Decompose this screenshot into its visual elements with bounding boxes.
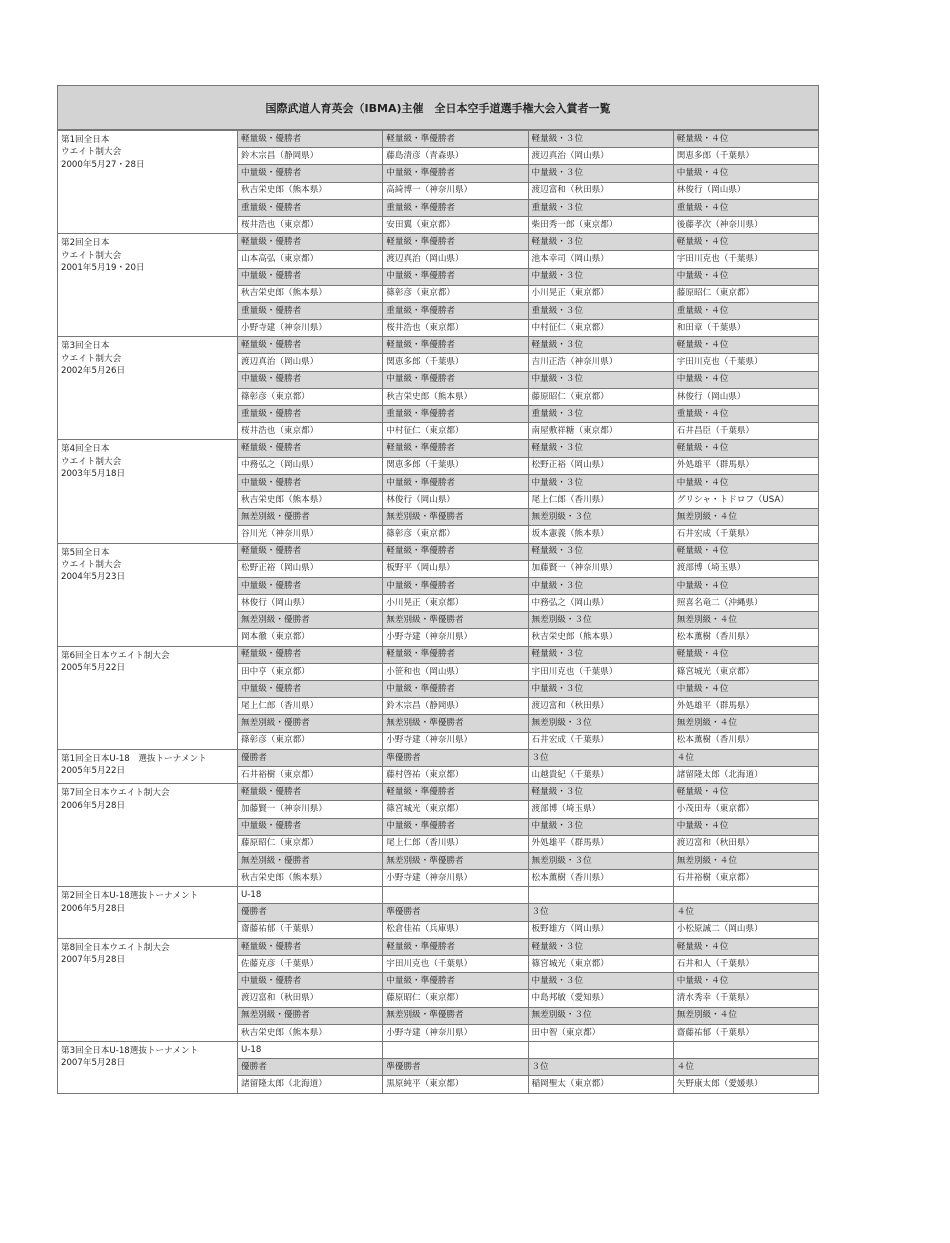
category-cell: 中量級・３位 [528, 818, 673, 835]
category-cell: 軽量級・準優勝者 [383, 543, 528, 560]
event-label-line: 2005年5月22日 [61, 663, 126, 674]
winner-cell: 宇田川克也（千葉県） [383, 956, 528, 973]
winner-cell: 林俊行（岡山県） [673, 182, 818, 199]
category-cell: 優勝者 [238, 1059, 383, 1076]
category-cell: 軽量級・４位 [673, 784, 818, 801]
winner-cell [528, 887, 673, 904]
winner-cell: 石井裕樹（東京都） [673, 870, 818, 887]
category-cell: 中量級・４位 [673, 577, 818, 594]
winner-cell: 吉川正浩（神奈川県） [528, 354, 673, 371]
winner-cell: U-18 [238, 887, 383, 904]
category-cell: 中量級・４位 [673, 973, 818, 990]
event-label-line: 第5回全日本 [61, 547, 110, 558]
category-cell: 無差別級・準優勝者 [383, 852, 528, 869]
category-cell: 中量級・優勝者 [238, 165, 383, 182]
winner-cell: 鈴木宗昌（静岡県） [238, 148, 383, 165]
category-cell: 軽量級・優勝者 [238, 938, 383, 955]
results-table [57, 130, 819, 1094]
winner-cell: 渡辺富和（秋田県） [238, 990, 383, 1007]
winner-cell: 篠彰彦（東京都） [238, 388, 383, 405]
winner-cell: 尾上仁郎（香川県） [383, 835, 528, 852]
category-cell: 中量級・準優勝者 [383, 474, 528, 491]
winner-cell: 関恵多郎（千葉県） [383, 354, 528, 371]
event-label-line: 第4回全日本 [61, 444, 110, 455]
category-cell: ４位 [673, 1059, 818, 1076]
table-row [58, 234, 819, 251]
category-cell: 重量級・４位 [673, 302, 818, 319]
winner-cell: 篠彰彦（東京都） [383, 285, 528, 302]
winner-cell: 中務弘之（岡山県） [238, 457, 383, 474]
category-cell: 重量級・３位 [528, 302, 673, 319]
category-cell: 軽量級・４位 [673, 543, 818, 560]
winner-cell: 宇田川克也（千葉県） [673, 354, 818, 371]
event-label-line: ウエイト制大会 [61, 250, 122, 261]
event-label-line: 2004年5月23日 [61, 572, 126, 583]
winner-cell: 松本薫樹（香川県） [673, 629, 818, 646]
category-cell: 軽量級・優勝者 [238, 234, 383, 251]
winner-cell: 渡辺富和（秋田県） [528, 698, 673, 715]
winner-cell: 秋吉栄史郎（熊本県） [383, 388, 528, 405]
category-cell: 無差別級・４位 [673, 509, 818, 526]
winner-cell: 中島邦敏（愛知県） [528, 990, 673, 1007]
winner-cell: 齋藤祐郁（千葉県） [238, 921, 383, 938]
winner-cell: 秋吉栄史郎（熊本県） [238, 1024, 383, 1041]
winner-cell: 黒原純平（東京都） [383, 1076, 528, 1093]
event-label-line: 第8回全日本ウエイト制大会 [61, 942, 170, 953]
winner-cell: 小川晃正（東京都） [383, 595, 528, 612]
event-label [58, 938, 238, 1041]
category-cell: 無差別級・４位 [673, 1007, 818, 1024]
winner-cell: 小笹和也（岡山県） [383, 663, 528, 680]
winner-cell [528, 1041, 673, 1058]
category-cell: 重量級・４位 [673, 406, 818, 423]
category-cell: 無差別級・３位 [528, 612, 673, 629]
category-cell: 中量級・優勝者 [238, 973, 383, 990]
category-cell: 軽量級・準優勝者 [383, 938, 528, 955]
category-cell: 重量級・優勝者 [238, 302, 383, 319]
winner-cell: 加藤賢一（神奈川県） [528, 560, 673, 577]
category-cell: 中量級・３位 [528, 268, 673, 285]
winner-cell: 藤原昭仁（東京都） [673, 285, 818, 302]
category-cell: 無差別級・優勝者 [238, 852, 383, 869]
category-cell: 中量級・準優勝者 [383, 371, 528, 388]
category-cell: 軽量級・準優勝者 [383, 440, 528, 457]
winner-cell: 佐藤克彦（千葉県） [238, 956, 383, 973]
category-cell: 無差別級・３位 [528, 509, 673, 526]
category-cell: ４位 [673, 749, 818, 766]
winner-cell: 加藤賢一（神奈川県） [238, 801, 383, 818]
winner-cell: 秋吉栄史郎（熊本県） [238, 870, 383, 887]
event-label-line: 2007年5月28日 [61, 1058, 126, 1069]
category-cell: 軽量級・準優勝者 [383, 784, 528, 801]
winner-cell: 秋吉栄史郎（熊本県） [238, 285, 383, 302]
category-cell: 中量級・３位 [528, 681, 673, 698]
category-cell: 中量級・３位 [528, 577, 673, 594]
category-cell: 軽量級・４位 [673, 131, 818, 148]
winner-cell: 宇田川克也（千葉県） [528, 663, 673, 680]
category-cell: 中量級・４位 [673, 371, 818, 388]
event-label-line: 2001年5月19・20日 [61, 263, 145, 274]
winner-cell: 和田章（千葉県） [673, 320, 818, 337]
category-cell: 軽量級・準優勝者 [383, 234, 528, 251]
category-cell: 軽量級・３位 [528, 646, 673, 663]
category-cell: 中量級・準優勝者 [383, 818, 528, 835]
category-cell: 準優勝者 [383, 749, 528, 766]
winner-cell: 関恵多郎（千葉県） [673, 148, 818, 165]
winner-cell: 小野寺建（神奈川県） [383, 870, 528, 887]
winner-cell: 尾上仁郎（香川県） [528, 491, 673, 508]
category-cell: 準優勝者 [383, 1059, 528, 1076]
winner-cell: 篠彰彦（東京都） [383, 526, 528, 543]
event-label-line: 2007年5月28日 [61, 955, 126, 966]
winner-cell: 藤原昭仁（東京都） [528, 388, 673, 405]
category-cell: 中量級・３位 [528, 973, 673, 990]
category-cell: 無差別級・準優勝者 [383, 1007, 528, 1024]
winner-cell [383, 1041, 528, 1058]
category-cell: 中量級・準優勝者 [383, 268, 528, 285]
table-row [58, 440, 819, 457]
winner-cell: 渡辺富和（秋田県） [673, 835, 818, 852]
winner-cell: 中村征仁（東京都） [383, 423, 528, 440]
winner-cell: 谷川光（神奈川県） [238, 526, 383, 543]
event-label-line: 第2回全日本U-18選抜トーナメント [61, 891, 199, 902]
table-row [58, 784, 819, 801]
category-cell: 軽量級・３位 [528, 543, 673, 560]
winner-cell: 宇田川克也（千葉県） [673, 251, 818, 268]
event-label [58, 749, 238, 783]
category-cell: ４位 [673, 904, 818, 921]
event-label [58, 646, 238, 749]
category-cell: 中量級・３位 [528, 165, 673, 182]
category-cell: 無差別級・優勝者 [238, 1007, 383, 1024]
winner-cell: 林俊行（岡山県） [238, 595, 383, 612]
winner-cell [383, 887, 528, 904]
winner-cell: 田中智（東京都） [528, 1024, 673, 1041]
event-label-line: ウエイト制大会 [61, 353, 122, 364]
category-cell: 中量級・４位 [673, 681, 818, 698]
event-label-line: ウエイト制大会 [61, 559, 122, 570]
winner-cell: 齋藤祐郁（千葉県） [673, 1024, 818, 1041]
category-cell: 中量級・３位 [528, 371, 673, 388]
winner-cell: 石井裕樹（東京都） [238, 766, 383, 783]
table-row [58, 1041, 819, 1058]
winner-cell: 篠宮城光（東京都） [673, 663, 818, 680]
winner-cell: 松倉佳祐（兵庫県） [383, 921, 528, 938]
winner-cell: 松野正裕（岡山県） [528, 457, 673, 474]
winner-cell: 小茂田寿（東京都） [673, 801, 818, 818]
winner-cell: 矢野康太郎（愛媛県） [673, 1076, 818, 1093]
event-label-line: 第1回全日本 [61, 135, 110, 145]
category-cell: 軽量級・４位 [673, 234, 818, 251]
winner-cell: 渡辺真治（岡山県） [383, 251, 528, 268]
category-cell: 中量級・優勝者 [238, 577, 383, 594]
winner-cell: 小野寺建（神奈川県） [238, 320, 383, 337]
category-cell: 軽量級・優勝者 [238, 131, 383, 148]
winner-cell: 松本薫樹（香川県） [528, 870, 673, 887]
winner-cell: 松本薫樹（香川県） [673, 732, 818, 749]
category-cell: 無差別級・３位 [528, 715, 673, 732]
category-cell: 優勝者 [238, 904, 383, 921]
winner-cell: 田中亨（東京都） [238, 663, 383, 680]
winner-cell: 石井和人（千葉県） [673, 956, 818, 973]
category-cell: 軽量級・優勝者 [238, 784, 383, 801]
winner-cell: 池本幸司（岡山県） [528, 251, 673, 268]
category-cell: 軽量級・準優勝者 [383, 131, 528, 148]
event-label-line: 2006年5月28日 [61, 903, 126, 914]
category-cell: 軽量級・３位 [528, 440, 673, 457]
event-label [58, 1041, 238, 1093]
category-cell: 軽量級・優勝者 [238, 440, 383, 457]
event-label-line: ウエイト制大会 [61, 147, 122, 158]
category-cell: 軽量級・優勝者 [238, 543, 383, 560]
winner-cell: 板野平（岡山県） [383, 560, 528, 577]
winner-cell: 渡部博（埼玉県） [673, 560, 818, 577]
category-cell: 軽量級・３位 [528, 234, 673, 251]
category-cell: 軽量級・４位 [673, 440, 818, 457]
winner-cell: 石井宏成（千葉県） [673, 526, 818, 543]
winner-cell [673, 1041, 818, 1058]
category-cell: 重量級・準優勝者 [383, 199, 528, 216]
category-cell: 無差別級・準優勝者 [383, 612, 528, 629]
winner-cell: 山越貴紀（千葉県） [528, 766, 673, 783]
winner-cell: 諸留隆太郎（北海道） [673, 766, 818, 783]
winner-cell: 石井宏成（千葉県） [528, 732, 673, 749]
category-cell: 無差別級・４位 [673, 612, 818, 629]
winner-cell: 藤原昭仁（東京都） [383, 990, 528, 1007]
event-label-line: 第6回全日本ウエイト制大会 [61, 650, 170, 661]
winner-cell: 渡辺真治（岡山県） [238, 354, 383, 371]
table-row [58, 131, 819, 148]
table-row [58, 543, 819, 560]
event-label [58, 131, 238, 234]
category-cell: 中量級・優勝者 [238, 474, 383, 491]
category-cell: 中量級・優勝者 [238, 371, 383, 388]
winner-cell: 藤原昭仁（東京都） [238, 835, 383, 852]
category-cell: 無差別級・準優勝者 [383, 715, 528, 732]
category-cell: 無差別級・４位 [673, 715, 818, 732]
event-label-line: 2000年5月27・28日 [61, 159, 145, 170]
category-cell: 中量級・準優勝者 [383, 577, 528, 594]
winner-cell: 林俊行（岡山県） [673, 388, 818, 405]
category-cell: 無差別級・３位 [528, 1007, 673, 1024]
event-label [58, 784, 238, 887]
event-label-line: 2002年5月26日 [61, 366, 126, 377]
event-label-line: 第3回全日本 [61, 341, 110, 352]
category-cell: 重量級・準優勝者 [383, 406, 528, 423]
winner-cell: 藤島清彦（青森県） [383, 148, 528, 165]
winner-cell: 桜井浩也（東京都） [238, 216, 383, 233]
winner-cell: 松野正裕（岡山県） [238, 560, 383, 577]
event-label [58, 543, 238, 646]
category-cell: 軽量級・４位 [673, 938, 818, 955]
category-cell: 優勝者 [238, 749, 383, 766]
winner-cell: 渡辺富和（秋田県） [528, 182, 673, 199]
event-label-line: 第2回全日本 [61, 238, 110, 249]
winner-cell: U-18 [238, 1041, 383, 1058]
category-cell: 中量級・準優勝者 [383, 681, 528, 698]
category-cell: 軽量級・準優勝者 [383, 337, 528, 354]
category-cell: 無差別級・４位 [673, 852, 818, 869]
winner-cell: 渡辺真治（岡山県） [528, 148, 673, 165]
winner-cell: 桜井浩也（東京都） [238, 423, 383, 440]
sheet-title: 国際武道人育英会（IBMA)主催 全日本空手道選手権大会入賞者一覧 [57, 85, 819, 130]
winner-cell: 板野雄方（岡山県） [528, 921, 673, 938]
table-row [58, 337, 819, 354]
event-label-line: 第1回全日本U-18 選抜トーナメント [61, 753, 207, 764]
table-row [58, 938, 819, 955]
winner-cell: 鈴木宗昌（静岡県） [383, 698, 528, 715]
winner-cell: 石井昌臣（千葉県） [673, 423, 818, 440]
category-cell: 中量級・３位 [528, 474, 673, 491]
winner-cell: 柴田秀一郎（東京都） [528, 216, 673, 233]
category-cell: 中量級・準優勝者 [383, 165, 528, 182]
winner-cell: 篠宮城光（東京都） [528, 956, 673, 973]
event-label-line: 2005年5月22日 [61, 766, 126, 777]
category-cell: ３位 [528, 1059, 673, 1076]
category-cell: 無差別級・優勝者 [238, 715, 383, 732]
winner-cell: 秋吉栄史郎（熊本県） [238, 491, 383, 508]
category-cell: 中量級・４位 [673, 165, 818, 182]
winner-cell: 篠宮城光（東京都） [383, 801, 528, 818]
winner-cell: 南屋敷祥糖（東京都） [528, 423, 673, 440]
category-cell: 無差別級・３位 [528, 852, 673, 869]
winner-cell: 渡部博（埼玉県） [528, 801, 673, 818]
winner-cell: 稲岡聖太（東京都） [528, 1076, 673, 1093]
winner-cell: 中村征仁（東京都） [528, 320, 673, 337]
category-cell: 軽量級・準優勝者 [383, 646, 528, 663]
results-sheet [57, 85, 819, 1094]
category-cell: 軽量級・３位 [528, 337, 673, 354]
winner-cell: 尾上仁郎（香川県） [238, 698, 383, 715]
winner-cell: 後藤孝次（神奈川県） [673, 216, 818, 233]
category-cell: 中量級・優勝者 [238, 681, 383, 698]
event-label-line: 2006年5月28日 [61, 800, 126, 811]
category-cell: 中量級・準優勝者 [383, 973, 528, 990]
category-cell: 重量級・準優勝者 [383, 302, 528, 319]
winner-cell: 外処雄平（群馬県） [673, 698, 818, 715]
category-cell: 重量級・３位 [528, 406, 673, 423]
category-cell: 軽量級・４位 [673, 646, 818, 663]
category-cell: 準優勝者 [383, 904, 528, 921]
category-cell: ３位 [528, 904, 673, 921]
event-label [58, 337, 238, 440]
winner-cell: 坂本憲義（熊本県） [528, 526, 673, 543]
category-cell: 中量級・優勝者 [238, 268, 383, 285]
category-cell: 中量級・４位 [673, 818, 818, 835]
event-label [58, 440, 238, 543]
event-label-line: 第3回全日本U-18選抜トーナメント [61, 1045, 199, 1056]
winner-cell: 関恵多郎（千葉県） [383, 457, 528, 474]
winner-cell: 清水秀幸（千葉県） [673, 990, 818, 1007]
event-label [58, 887, 238, 939]
category-cell: 軽量級・優勝者 [238, 646, 383, 663]
winner-cell: 林俊行（岡山県） [383, 491, 528, 508]
winner-cell: 藤村啓祐（東京都） [383, 766, 528, 783]
winner-cell: 外処雄平（群馬県） [528, 835, 673, 852]
category-cell: 重量級・優勝者 [238, 406, 383, 423]
winner-cell: 小川晃正（東京都） [528, 285, 673, 302]
winner-cell: 桜井浩也（東京都） [383, 320, 528, 337]
category-cell: 重量級・４位 [673, 199, 818, 216]
table-row [58, 887, 819, 904]
category-cell: 軽量級・３位 [528, 938, 673, 955]
winner-cell: 外処雄平（群馬県） [673, 457, 818, 474]
table-row [58, 749, 819, 766]
category-cell: 無差別級・準優勝者 [383, 509, 528, 526]
winner-cell: 秋吉栄史郎（熊本県） [528, 629, 673, 646]
winner-cell [673, 887, 818, 904]
winner-cell: 照喜名竜二（沖縄県） [673, 595, 818, 612]
winner-cell: 篠彰彦（東京都） [238, 732, 383, 749]
winner-cell: グリシャ・トドロフ（USA） [673, 491, 818, 508]
category-cell: 中量級・優勝者 [238, 818, 383, 835]
winner-cell: 山本高弘（東京都） [238, 251, 383, 268]
winner-cell: 岡本徹（東京都） [238, 629, 383, 646]
winner-cell: 小野寺建（神奈川県） [383, 629, 528, 646]
winner-cell: 小野寺建（神奈川県） [383, 732, 528, 749]
event-label-line: 2003年5月18日 [61, 469, 126, 480]
winner-cell: 高綺博一（神奈川県） [383, 182, 528, 199]
winner-cell: 小松原誠二（岡山県） [673, 921, 818, 938]
winner-cell: 小野寺建（神奈川県） [383, 1024, 528, 1041]
category-cell: 軽量級・優勝者 [238, 337, 383, 354]
winner-cell: 中務弘之（岡山県） [528, 595, 673, 612]
winner-cell: 安田翼（東京都） [383, 216, 528, 233]
winner-cell: 秋吉栄史郎（熊本県） [238, 182, 383, 199]
category-cell: 中量級・４位 [673, 268, 818, 285]
winner-cell: 諸留隆太郎（北海道） [238, 1076, 383, 1093]
category-cell: 重量級・３位 [528, 199, 673, 216]
category-cell: 無差別級・優勝者 [238, 509, 383, 526]
category-cell: 中量級・４位 [673, 474, 818, 491]
event-label [58, 234, 238, 337]
category-cell: ３位 [528, 749, 673, 766]
event-label-line: 第7回全日本ウエイト制大会 [61, 788, 170, 799]
category-cell: 重量級・優勝者 [238, 199, 383, 216]
table-row [58, 646, 819, 663]
category-cell: 軽量級・３位 [528, 131, 673, 148]
category-cell: 無差別級・優勝者 [238, 612, 383, 629]
event-label-line: ウエイト制大会 [61, 456, 122, 467]
category-cell: 軽量級・４位 [673, 337, 818, 354]
category-cell: 軽量級・３位 [528, 784, 673, 801]
